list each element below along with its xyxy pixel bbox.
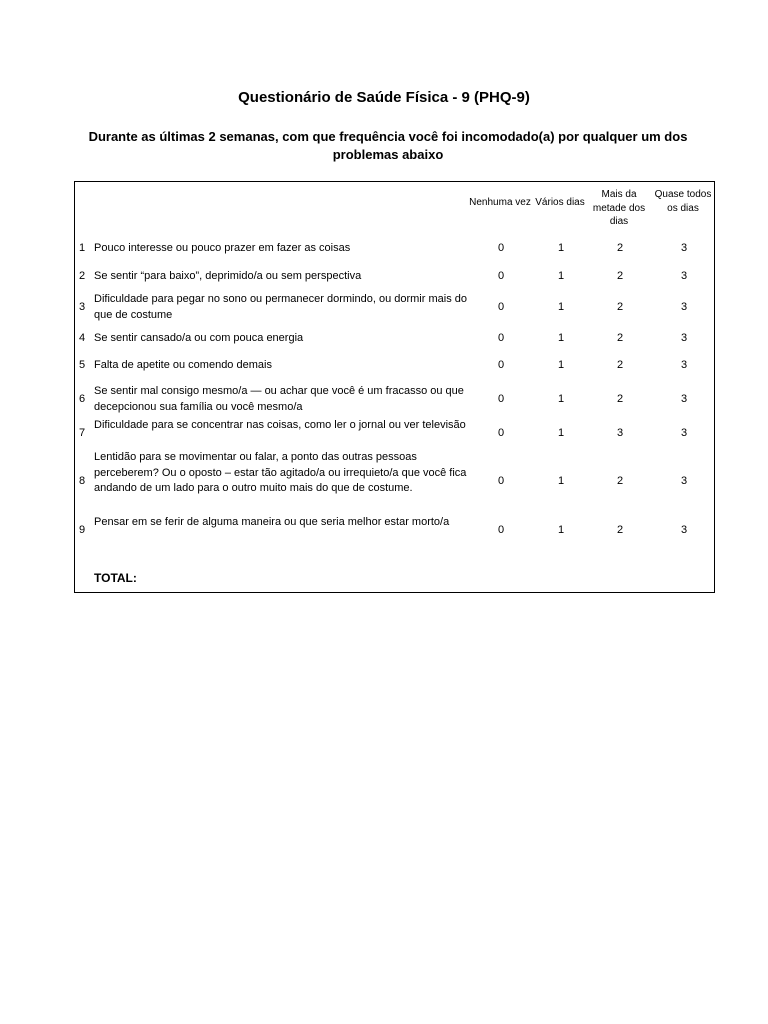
score-cell: 0 (497, 270, 505, 283)
question-number: 6 (78, 393, 86, 406)
score-cell: 0 (497, 427, 505, 440)
score-cell: 1 (557, 270, 565, 283)
question-text: Se sentir cansado/a ou com pouca energia (94, 332, 304, 344)
question-row (75, 331, 714, 347)
question-row (75, 269, 714, 285)
question-number: 2 (78, 270, 86, 283)
score-cell: 1 (557, 359, 565, 372)
score-cell: 0 (497, 524, 505, 537)
question-text: Se sentir “para baixo”, deprimido/a ou sem perspectiva (94, 270, 362, 282)
question-text: Dificuldade para se concentrar nas coisas, como ler o jornal ou ver televisão (94, 419, 466, 431)
page-title: Questionário de Saúde Física - 9 (PHQ-9) (238, 89, 530, 106)
question-text: Falta de apetite ou comendo demais (94, 359, 272, 371)
question-number: 1 (78, 242, 86, 255)
column-header-varios-dias: Vários dias (535, 197, 585, 208)
question-text: Lentidão para se movimentar ou falar, a ponto das outras pessoas perceberem? Ou o oposto – estar tão agitado/a ou irrequieto/a que você fica andando de um lado para o outro muito mais do que de costume. (94, 451, 467, 494)
score-cell: 3 (680, 475, 688, 488)
score-cell: 1 (557, 301, 565, 314)
question-number: 5 (78, 359, 86, 372)
score-cell: 1 (557, 475, 565, 488)
question-row (75, 384, 714, 416)
question-row (75, 358, 714, 374)
question-text: Pouco interesse ou pouco prazer em fazer as coisas (94, 242, 351, 254)
question-text: Se sentir mal consigo mesmo/a — ou achar que você é um fracasso ou que decepcionou sua família ou você mesmo/a (94, 385, 464, 413)
question-row (75, 515, 714, 547)
column-header-quase-todos: Quase todos os dias (654, 189, 712, 214)
score-cell: 2 (616, 524, 624, 537)
column-header-mais-da-metade: Mais da metade dos dias (592, 189, 646, 227)
score-cell: 3 (680, 524, 688, 537)
score-cell: 0 (497, 242, 505, 255)
page-subtitle: Durante as últimas 2 semanas, com que frequência você foi incomodado(a) por qualquer um dos problemas abaixo (88, 129, 688, 162)
score-cell: 1 (557, 427, 565, 440)
score-cell: 1 (557, 393, 565, 406)
score-cell: 1 (557, 332, 565, 345)
score-cell: 0 (497, 301, 505, 314)
score-cell: 2 (616, 359, 624, 372)
score-cell: 2 (616, 270, 624, 283)
score-cell: 2 (616, 332, 624, 345)
question-number: 8 (78, 475, 86, 488)
score-cell: 3 (680, 427, 688, 440)
questionnaire-table (74, 181, 715, 593)
question-text: Pensar em se ferir de alguma maneira ou que seria melhor estar morto/a (94, 516, 450, 528)
score-cell: 0 (497, 393, 505, 406)
total-label: TOTAL: (94, 571, 137, 585)
question-row (75, 241, 714, 257)
score-cell: 3 (680, 359, 688, 372)
score-cell: 3 (616, 427, 624, 440)
score-cell: 1 (557, 524, 565, 537)
score-cell: 0 (497, 359, 505, 372)
question-number: 4 (78, 332, 86, 345)
score-cell: 3 (680, 270, 688, 283)
question-number: 9 (78, 524, 86, 537)
question-row (75, 450, 714, 514)
score-cell: 3 (680, 242, 688, 255)
question-text: Dificuldade para pegar no sono ou permanecer dormindo, ou dormir mais do que de costume (94, 293, 467, 321)
score-cell: 2 (616, 301, 624, 314)
score-cell: 3 (680, 301, 688, 314)
score-cell: 2 (616, 242, 624, 255)
score-cell: 1 (557, 242, 565, 255)
question-row (75, 418, 714, 450)
score-cell: 2 (616, 475, 624, 488)
score-cell: 2 (616, 393, 624, 406)
column-header-nenhuma-vez: Nenhuma vez (469, 197, 531, 208)
score-cell: 3 (680, 393, 688, 406)
question-number: 3 (78, 301, 86, 314)
score-cell: 0 (497, 475, 505, 488)
question-number: 7 (78, 427, 86, 440)
score-cell: 0 (497, 332, 505, 345)
score-cell: 3 (680, 332, 688, 345)
question-row (75, 292, 714, 324)
